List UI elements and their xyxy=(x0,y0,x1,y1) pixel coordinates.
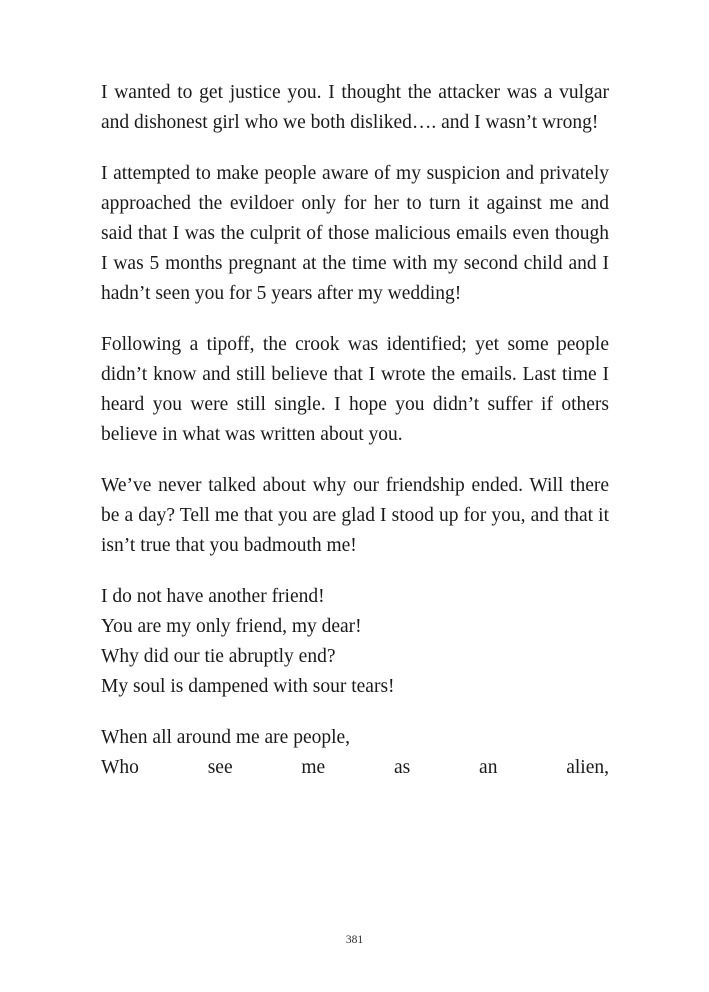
paragraph: We’ve never talked about why our friendship ended. Will there be a day? Tell me that you are glad I stood up for you, and that it isn’t true that you badmouth me! xyxy=(101,475,609,556)
verse-stanza xyxy=(101,582,609,702)
page-number: 381 xyxy=(345,934,364,946)
paragraph: Following a tipoff, the crook was identified; yet some people didn’t know and still believe that I wrote the emails. Last time I heard you were still single. I hope you didn’t suffer if others believe in what was written about you. xyxy=(101,334,609,445)
verse-line: Why did our tie abruptly end? xyxy=(101,646,336,667)
paragraph: I wanted to get justice you. I thought the attacker was a vulgar and dishonest girl who we both disliked…. and I wasn’t wrong! xyxy=(101,82,609,133)
page-body xyxy=(101,78,609,783)
verse-line: You are my only friend, my dear! xyxy=(101,616,362,637)
verse-stanza xyxy=(101,723,609,783)
verse-line: I do not have another friend! xyxy=(101,586,325,607)
verse-line: My soul is dampened with sour tears! xyxy=(101,676,395,697)
paragraph: I attempted to make people aware of my suspicion and privately approached the evildoer only for her to turn it against me and said that I was the culprit of those malicious emails even though I was 5 months pregnant at the time with my second child and I hadn’t seen you for 5 years after my wedding! xyxy=(101,163,609,304)
verse-line: Who see me as an alien, xyxy=(101,757,609,778)
verse-line: When all around me are people, xyxy=(101,727,351,748)
